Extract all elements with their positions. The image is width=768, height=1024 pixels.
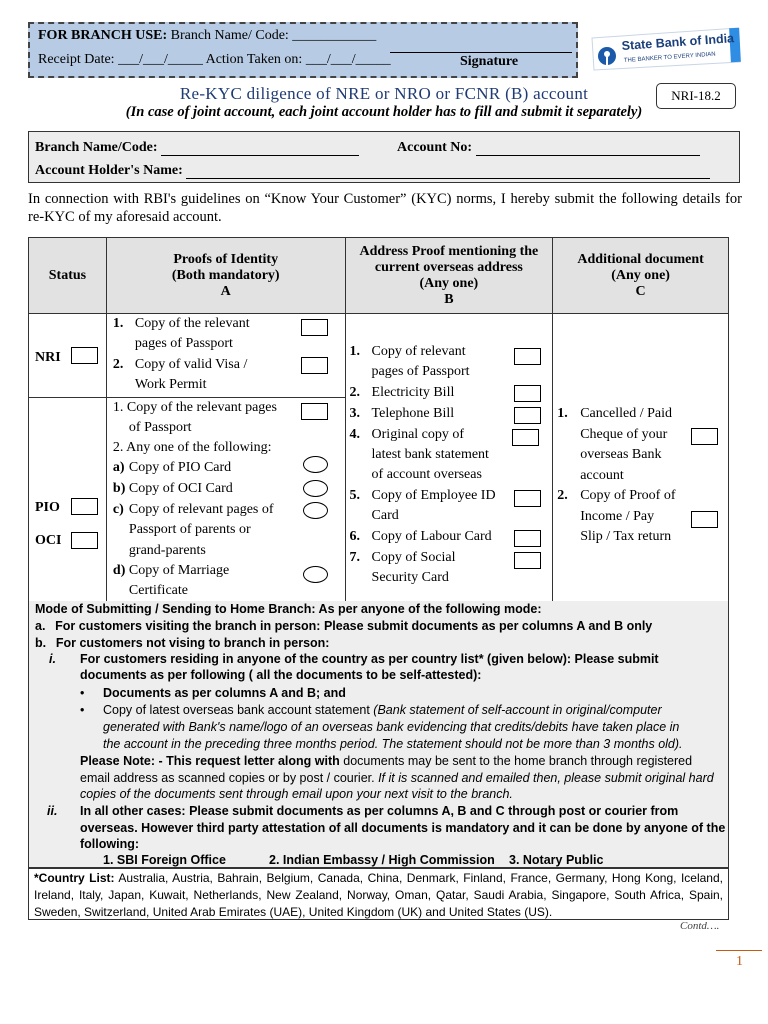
pio-a-opt-c-line3: grand-parents: [128, 543, 206, 558]
b-item2-line1: Electricity Bill: [371, 385, 455, 400]
oci-card-radio[interactable]: [303, 480, 328, 497]
header-b-line2: current overseas address: [374, 259, 523, 275]
form-code-badge: NRI-18.2: [656, 83, 736, 109]
logo-tagline: THE BANKER TO EVERY INDIAN: [623, 51, 716, 64]
intro-paragraph: In connection with RBI's guidelines on “Know Your Customer” (KYC) norms, I hereby submit the following details for re-KYC of my aforesaid account.: [28, 191, 742, 225]
mode-bullet2-line1: [103, 703, 662, 717]
country-list-label: *Country List:: [34, 871, 115, 885]
attest-option2: 2. Indian Embassy / High Commission: [269, 853, 495, 867]
nri-a-item1-line2: pages of Passport: [134, 336, 233, 351]
account-details-box: [28, 131, 740, 183]
note-lead: Please Note: - This request letter along with: [80, 754, 344, 768]
attest-option3: 3. Notary Public: [509, 853, 604, 867]
documents-table: [28, 237, 729, 603]
b-item6-checkbox[interactable]: [514, 530, 541, 547]
parents-passport-radio[interactable]: [303, 502, 328, 519]
mode-i-label: i.: [49, 652, 56, 666]
pio-a-opt-c-line1: Copy of relevant pages of: [128, 502, 274, 517]
mode-ii-label: ii.: [47, 804, 58, 818]
marriage-certificate-radio[interactable]: [303, 566, 328, 583]
bullet1-icon: •: [80, 686, 85, 700]
b-item7-line1: Copy of Social: [371, 550, 456, 565]
mode-ii-line1: In all other cases: Please submit documents as per columns A, B and C through post or courier from: [80, 804, 679, 818]
b-item6-num: 6.: [349, 529, 361, 544]
pio-col-a: [106, 398, 345, 603]
note-line2-a: email address as scanned copies or by post / courier.: [80, 771, 379, 785]
branch-name-input[interactable]: [161, 141, 359, 156]
pio-checkbox[interactable]: [71, 498, 98, 515]
header-c-line1: Additional document: [577, 251, 704, 267]
branch-use-line1: [38, 28, 376, 44]
b-item5-num: 5.: [349, 488, 361, 503]
logo-name: State Bank of India: [621, 31, 735, 53]
header-col-a: [106, 238, 345, 314]
account-no-input[interactable]: [476, 141, 700, 156]
mode-option-b: b. For customers not vising to branch in person:: [35, 636, 330, 650]
b-item5-checkbox[interactable]: [514, 490, 541, 507]
b-item3-line1: Telephone Bill: [371, 406, 455, 421]
note-line2: [80, 771, 714, 785]
page-number: 1: [736, 954, 743, 969]
signature-label: Signature: [460, 54, 519, 69]
submission-mode-section: [28, 601, 729, 868]
mode-ii-line3: following:: [80, 837, 140, 851]
nri-a-item2-checkbox[interactable]: [301, 357, 328, 374]
pio-a-opt-c-label: c): [112, 502, 124, 517]
status-oci-label: OCI: [35, 533, 62, 548]
c-item1-line4: account: [580, 468, 624, 483]
c-item2-line2: Income / Pay: [580, 509, 655, 524]
b-item4-line2: latest bank statement: [371, 447, 489, 462]
b-item1-line1: Copy of relevant: [371, 344, 466, 359]
holder-name-input[interactable]: [186, 164, 710, 179]
form-title: Re-KYC diligence of NRE or NRO or FCNR (B) account: [179, 84, 589, 103]
pio-a-opt-d-line1: Copy of Marriage: [128, 563, 230, 578]
branch-use-box: [28, 22, 578, 78]
pio-a-opt-b-text: Copy of OCI Card: [128, 481, 233, 496]
note-line1: [80, 754, 692, 768]
nri-a-item2-line2: Work Permit: [134, 377, 207, 392]
c-item1-num: 1.: [557, 406, 568, 421]
c-item2-line1: Copy of Proof of: [580, 488, 676, 503]
page-number-rule: [716, 950, 762, 951]
sbi-logo-graphic: [590, 26, 742, 72]
holder-name-field: [35, 163, 710, 179]
col-c-cell: [553, 314, 729, 603]
b-item1-num: 1.: [349, 344, 361, 359]
branch-code-field[interactable]: Branch Name/ Code: ____________: [170, 28, 377, 43]
pio-a-opt-c-line2: Passport of parents or: [128, 522, 251, 537]
c-item2-line3: Slip / Tax return: [580, 529, 672, 544]
pio-a-opt-b-label: b): [112, 481, 126, 496]
header-status: Status: [29, 238, 107, 314]
account-no-field: [397, 140, 700, 156]
pio-a-opt-d-line2: Certificate: [128, 583, 188, 598]
nri-checkbox[interactable]: [71, 347, 98, 364]
sbi-logo: [590, 26, 742, 72]
b-item5-line2: Card: [371, 508, 399, 523]
b-item4-line3: of account overseas: [371, 467, 482, 482]
nri-a-item1-checkbox[interactable]: [301, 319, 328, 336]
attest-option1: 1. SBI Foreign Office: [103, 853, 226, 867]
header-a-line3: A: [220, 283, 231, 299]
b-item1-line2: pages of Passport: [371, 364, 470, 379]
b-item3-checkbox[interactable]: [514, 407, 541, 424]
branch-name-field: [35, 140, 359, 156]
mode-bullet2-line2: generated with Bank's name/logo of an overseas bank evidencing that credits/debits have taken place in: [103, 720, 680, 734]
form-subtitle: (In case of joint account, each joint account holder has to fill and submit it separately): [125, 104, 643, 120]
b-item4-line1: Original copy of: [371, 427, 465, 442]
b-item7-num: 7.: [349, 550, 361, 565]
branch-use-label: FOR BRANCH USE:: [38, 28, 168, 43]
receipt-date-field[interactable]: Receipt Date: ___/___/_____ Action Taken on: ___/___/_____: [38, 52, 391, 67]
header-col-b: [345, 238, 553, 314]
mode-i-line1: For customers residing in anyone of the country as per country list* (given below): Please submit: [80, 652, 659, 666]
nri-a-item2-line1: Copy of valid Visa /: [134, 357, 248, 372]
c-item1-line2: Cheque of your: [580, 427, 668, 442]
b-item4-num: 4.: [349, 427, 361, 442]
oci-checkbox[interactable]: [71, 532, 98, 549]
signature-line: [390, 52, 572, 53]
header-a-line2: (Both mandatory): [171, 267, 280, 283]
header-c-line2: (Any one): [611, 267, 670, 283]
status-nri-label: NRI: [35, 350, 61, 365]
continued-label: Contd….: [680, 920, 720, 932]
status-nri-cell: [29, 314, 107, 398]
nri-a-item1-num: 1.: [112, 316, 124, 331]
header-c-line3: C: [635, 283, 646, 299]
b-item4-checkbox[interactable]: [512, 429, 539, 446]
header-a-line1: Proofs of Identity: [173, 251, 279, 267]
header-col-c: [553, 238, 729, 314]
pio-a-item1-line1: 1. Copy of the relevant pages: [112, 400, 277, 415]
branch-name-label: Branch Name/Code:: [35, 140, 158, 155]
nri-a-item2-num: 2.: [112, 357, 124, 372]
pio-a-opt-a-text: Copy of PIO Card: [128, 460, 232, 475]
bullet2-icon: •: [80, 703, 85, 717]
b-item7-line2: Security Card: [371, 570, 449, 585]
b-item5-line1: Copy of Employee ID: [371, 488, 496, 503]
mode-i-line2: documents as per following ( all the documents to be self-attested):: [80, 668, 482, 682]
country-list-text: Australia, Austria, Bahrain, Belgium, Canada, China, Denmark, Finland, France, Germany, Hong Kong, Iceland, Ireland, Italy, Japan, Kuwait, Netherlands, New Zealand, Norway, Oman, Qatar, Saudi Arabia, Singapore, South Africa, Spain, Sweden, Switzerland, United Arab Emirates (UAE), United Kingdom (UK) and United States (US).: [34, 871, 723, 919]
pio-a-opt-a-label: a): [112, 460, 125, 475]
header-b-line1: Address Proof mentioning the: [359, 243, 539, 259]
b-item6-line1: Copy of Labour Card: [371, 529, 492, 544]
b-item1-checkbox[interactable]: [514, 348, 541, 365]
pio-a-item1-checkbox[interactable]: [301, 403, 328, 420]
c-item2-checkbox[interactable]: [691, 511, 718, 528]
c-item1-line3: overseas Bank: [580, 447, 662, 462]
c-item1-line1: Cancelled / Paid: [580, 406, 672, 421]
status-pio-oci-cell: [29, 398, 107, 603]
pio-card-radio[interactable]: [303, 456, 328, 473]
nri-a-item1-line1: Copy of the relevant: [134, 316, 250, 331]
b-item2-checkbox[interactable]: [514, 385, 541, 402]
pio-a-item2: 2. Any one of the following:: [112, 440, 272, 455]
pio-a-item1-line2: of Passport: [128, 420, 192, 435]
note-rest: documents may be sent to the home branch through registered: [343, 754, 693, 768]
b-item3-num: 3.: [349, 406, 361, 421]
account-no-label: Account No:: [397, 140, 473, 155]
col-b-cell: [345, 314, 553, 603]
header-b-line4: B: [444, 291, 454, 307]
note-line2-b: If it is scanned and emailed then, please submit original hard: [378, 771, 714, 785]
mode-ii-line2: overseas. However third party attestation of all documents is mandatory and it can be done by anyone of the: [80, 821, 726, 835]
mode-bullet1: Documents as per columns A and B; and: [103, 686, 346, 700]
bullet2-detail: (Bank statement of self-account in original/computer: [373, 703, 662, 717]
mode-heading: Mode of Submitting / Sending to Home Branch: As per anyone of the following mode:: [35, 602, 542, 616]
b-item7-checkbox[interactable]: [514, 552, 541, 569]
mode-option-a: a. For customers visiting the branch in person: Please submit documents as per columns A and B only: [35, 619, 653, 633]
bullet2-lead: Copy of latest overseas bank account statement: [103, 703, 374, 717]
c-item2-num: 2.: [557, 488, 568, 503]
country-list: [28, 868, 729, 920]
c-item1-checkbox[interactable]: [691, 428, 718, 445]
mode-bullet2-line3: the account in the preceding three months period. The statement should not be more than 3 months old).: [103, 737, 683, 751]
b-item2-num: 2.: [349, 385, 361, 400]
status-pio-label: PIO: [35, 500, 60, 515]
nri-col-a: [106, 314, 345, 398]
header-b-line3: (Any one): [419, 275, 479, 291]
note-line3: copies of the documents sent through email upon your next visit to the branch.: [80, 787, 513, 801]
holder-name-label: Account Holder's Name:: [35, 163, 183, 178]
pio-a-opt-d-label: d): [112, 563, 126, 578]
